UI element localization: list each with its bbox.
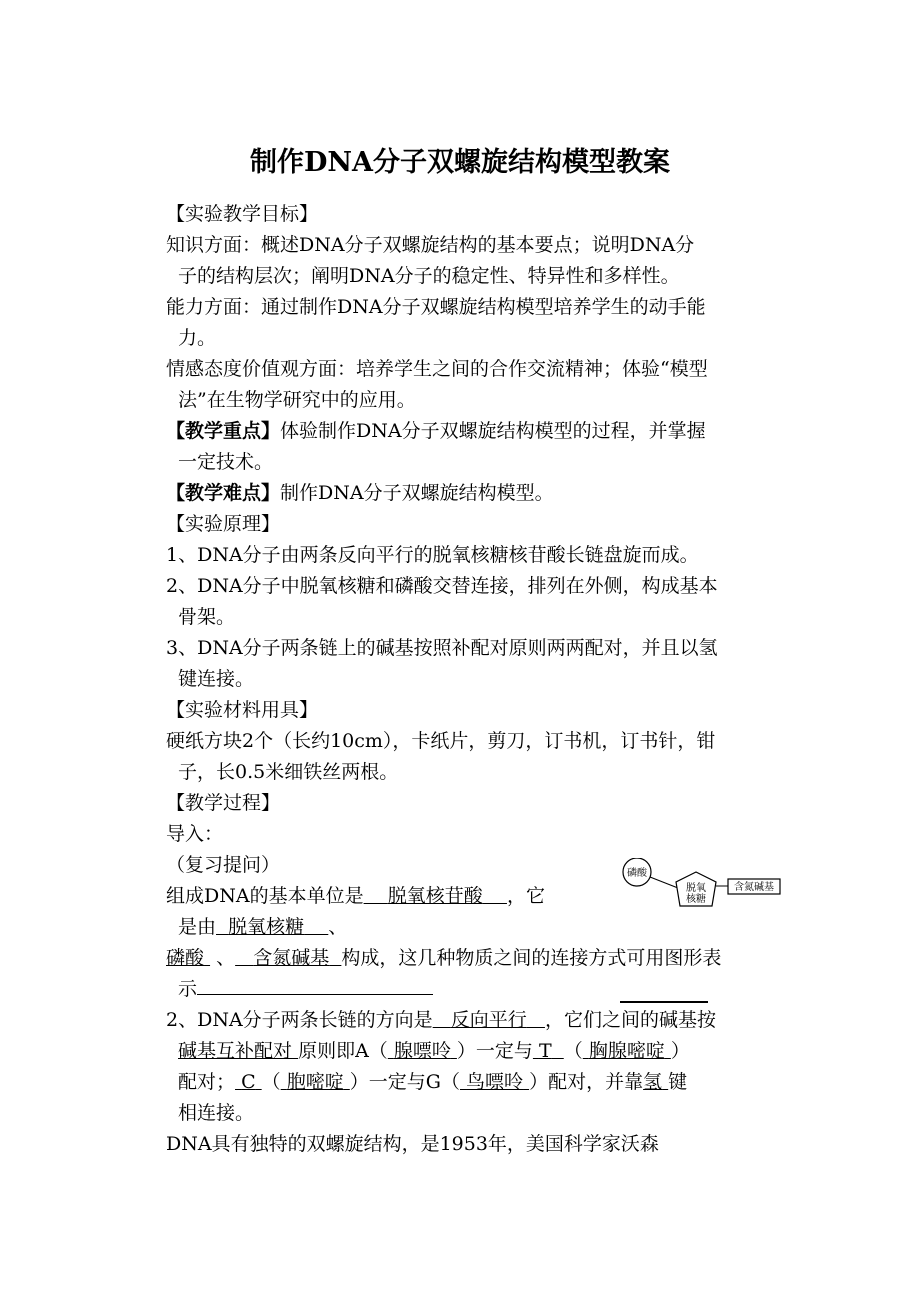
paragraph-line: 1、DNA分子由两条反向平行的脱氧核糖核苷酸长链盘旋而成。 (166, 544, 699, 566)
answer-blank (364, 885, 507, 907)
paragraph-line: 知识方面：概述DNA分子双螺旋结构的基本要点；说明DNA分 (166, 234, 695, 256)
diagram-answer-blank (620, 1001, 708, 1003)
answer-text: 氢 (643, 1071, 663, 1093)
answer-blank (166, 947, 210, 969)
paragraph-line: 导入： (166, 823, 224, 845)
paragraph-line: 键连接。 (178, 668, 255, 690)
section-heading-principle: 【实验原理】 (166, 513, 281, 535)
answer-blank (178, 1040, 298, 1062)
sugar-label-line1: 脱氧 (686, 883, 706, 894)
empty-answer-blank (197, 974, 433, 995)
paragraph-line: 能力方面：通过制作DNA分子双螺旋结构模型培养学生的动手能 (166, 296, 706, 318)
answer-text: 脱氧核糖 (228, 916, 305, 938)
paragraph-line: 硬纸方块2个（长约10cm），卡纸片，剪刀，订书机，订书针，钳 (166, 730, 716, 752)
answer-text: T (538, 1040, 552, 1062)
text-run: 构成，这几种物质之间的连接方式可用图形表 (341, 947, 722, 969)
paragraph-line: 2、DNA分子中脱氧核糖和磷酸交替连接，排列在外侧，构成基本 (166, 575, 718, 597)
document-body (166, 199, 806, 1160)
paragraph-line: 相连接。 (178, 1102, 255, 1124)
text-run: 配对； (178, 1071, 236, 1093)
paragraph-line (166, 1067, 806, 1098)
text-run: ）配对，并靠 (529, 1071, 644, 1093)
phosphate-label: 磷酸 (627, 868, 647, 879)
text-run: ，它们之间的碱基按 (544, 1009, 716, 1031)
text-run: 组成DNA的基本单位是 (166, 885, 364, 907)
sugar-label-line2: 核糖 (686, 894, 706, 905)
answer-text: 胞嘧啶 (286, 1071, 344, 1093)
paragraph-line: DNA具有独特的双螺旋结构，是1953年，美国科学家沃森 (166, 1133, 659, 1155)
text-run: 原则即A（ (298, 1040, 388, 1062)
text-run: ）一定与 (456, 1040, 533, 1062)
paragraph-line: 法”在生物学研究中的应用。 (178, 389, 416, 411)
base-label: 含氮碱基 (734, 882, 774, 893)
answer-blank (281, 1071, 350, 1093)
answer-text: 含氮碱基 (253, 947, 330, 969)
text-run: 键 (668, 1071, 688, 1093)
section-heading-materials: 【实验材料用具】 (166, 699, 319, 721)
paragraph-line (166, 974, 806, 1005)
text-run: 是由 (178, 916, 217, 938)
paragraph-line (166, 943, 806, 974)
nucleotide-diagram (620, 858, 782, 918)
answer-blank (388, 1040, 457, 1062)
paragraph-line: 一定技术。 (178, 451, 274, 473)
answer-text: 鸟嘌呤 (466, 1071, 524, 1093)
answer-blank (235, 947, 341, 969)
paragraph-line: 子的结构层次；阐明DNA分子的稳定性、特异性和多样性。 (178, 265, 680, 287)
paragraph-line (166, 478, 806, 509)
text-run: 示 (178, 978, 198, 1000)
difficulty-text: 制作DNA分子双螺旋结构模型。 (280, 482, 554, 504)
key-point-text: 体验制作DNA分子双螺旋结构模型的过程，并掌握 (280, 420, 706, 442)
paragraph-line (166, 416, 806, 447)
text-run: ，它 (506, 885, 545, 907)
text-run: ） (670, 1040, 690, 1062)
text-run: （ (563, 1040, 583, 1062)
text-run: 2、DNA分子两条长链的方向是 (166, 1009, 433, 1031)
answer-blank (583, 1040, 671, 1062)
paragraph-line: 骨架。 (178, 606, 236, 628)
answer-text: 磷酸 (166, 947, 205, 969)
paragraph-line (166, 1036, 806, 1067)
answer-text: C (241, 1071, 256, 1093)
text-run: 、 (328, 916, 348, 938)
answer-blank (643, 1071, 668, 1093)
document-title: 制作DNA分子双螺旋结构模型教案 (249, 147, 671, 178)
answer-blank (533, 1040, 564, 1062)
answer-text: 脱氧核苷酸 (387, 885, 483, 907)
section-heading-objectives: 【实验教学目标】 (166, 203, 319, 225)
answer-text: 胸腺嘧啶 (588, 1040, 665, 1062)
answer-blank (433, 1009, 545, 1031)
answer-text: 腺嘌呤 (393, 1040, 451, 1062)
phosphate-sugar-bond (650, 877, 678, 888)
text-run: （ (261, 1071, 281, 1093)
paragraph-line: 3、DNA分子两条链上的碱基按照补配对原则两两配对，并且以氢 (166, 637, 718, 659)
paragraph-line (166, 1005, 806, 1036)
answer-text: 反向平行 (450, 1009, 527, 1031)
section-heading-process: 【教学过程】 (166, 792, 281, 814)
text-run: 、 (216, 947, 236, 969)
paragraph-line: 力。 (178, 327, 217, 349)
paragraph-line: 情感态度价值观方面：培养学生之间的合作交流精神；体验“模型 (166, 358, 708, 380)
paragraph-line: （复习提问） (166, 854, 281, 876)
difficulty-heading: 【教学难点】 (166, 482, 281, 504)
answer-text: 碱基互补配对 (178, 1040, 293, 1062)
answer-blank (235, 1071, 262, 1093)
paragraph-line: 子，长0.5米细铁丝两根。 (178, 761, 399, 783)
answer-blank (216, 916, 328, 938)
text-run: ）一定与G（ (349, 1071, 460, 1093)
answer-blank (460, 1071, 529, 1093)
key-point-heading: 【教学重点】 (166, 420, 281, 442)
